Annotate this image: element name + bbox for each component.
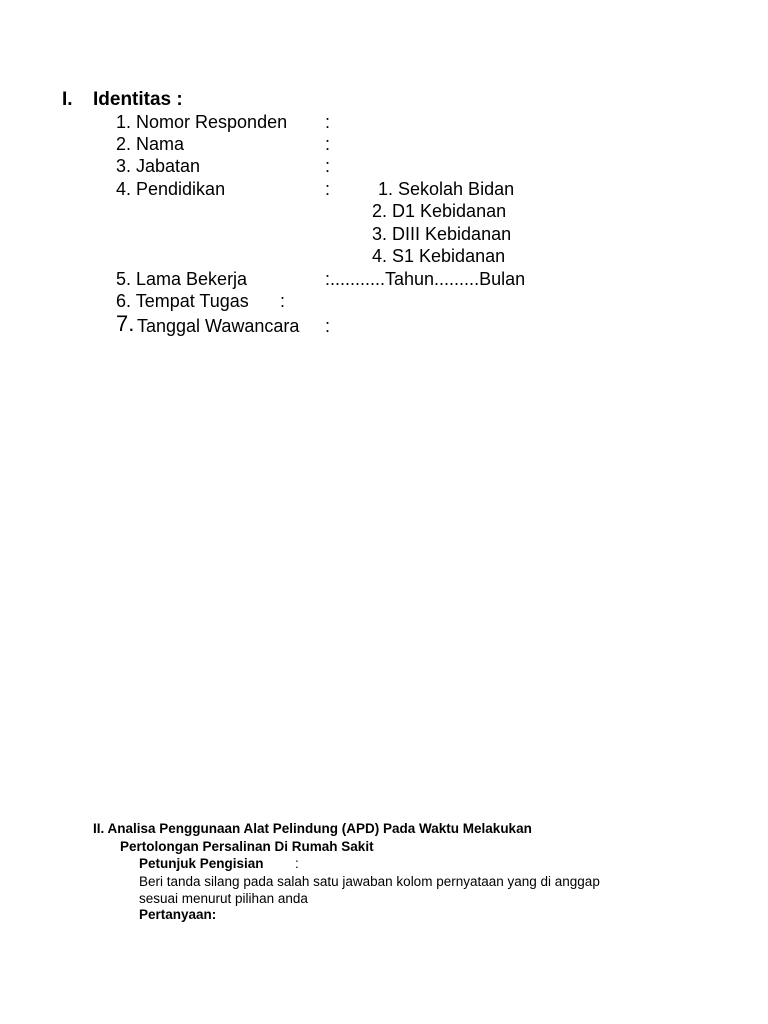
item-lama-bekerja-label: 5. Lama Bekerja — [116, 269, 248, 289]
item-pendidikan-label: 4. Pendidikan — [116, 179, 226, 199]
item-tanggal-wawancara-colon: : — [325, 316, 331, 336]
instruction-colon: : — [295, 856, 299, 871]
section1-title: Identitas : — [93, 89, 183, 110]
item-jabatan-colon: : — [325, 156, 331, 176]
question-label: Pertanyaan: — [139, 907, 217, 922]
education-option-s1-kebidanan: 4. S1 Kebidanan — [372, 246, 506, 266]
section2-title-line2: Pertolongan Persalinan Di Rumah Sakit — [120, 839, 374, 854]
section2-title-line1: II. Analisa Penggunaan Alat Pelindung (APD) Pada Waktu Melakukan — [93, 821, 532, 836]
instruction-text-line1: Beri tanda silang pada salah satu jawaban kolom pernyataan yang di anggap — [139, 874, 600, 889]
item-nomor-responden-colon: : — [325, 112, 331, 132]
section1-roman-numeral: I. — [62, 89, 73, 110]
education-option-sekolah-bidan: 1. Sekolah Bidan — [378, 179, 515, 199]
item-nama-colon: : — [325, 134, 331, 154]
item-nomor-responden-label: 1. Nomor Responden — [116, 112, 288, 132]
instruction-text-line2: sesuai menurut pilihan anda — [139, 891, 308, 906]
item-jabatan-label: 3. Jabatan — [116, 156, 201, 176]
education-option-diii-kebidanan: 3. DIII Kebidanan — [372, 224, 512, 244]
item-pendidikan-colon: : — [325, 179, 331, 199]
item-nama-label: 2. Nama — [116, 134, 185, 154]
item-lama-bekerja-fill: :...........Tahun.........Bulan — [325, 269, 526, 289]
item-tanggal-wawancara-label: Tanggal Wawancara — [137, 316, 300, 336]
item-tempat-tugas-colon: : — [280, 291, 286, 311]
instruction-label: Petunjuk Pengisian — [139, 856, 264, 871]
item-tempat-tugas-label: 6. Tempat Tugas — [116, 291, 249, 311]
item-tanggal-wawancara-number: 7. — [116, 311, 135, 336]
education-option-d1-kebidanan: 2. D1 Kebidanan — [372, 201, 507, 221]
